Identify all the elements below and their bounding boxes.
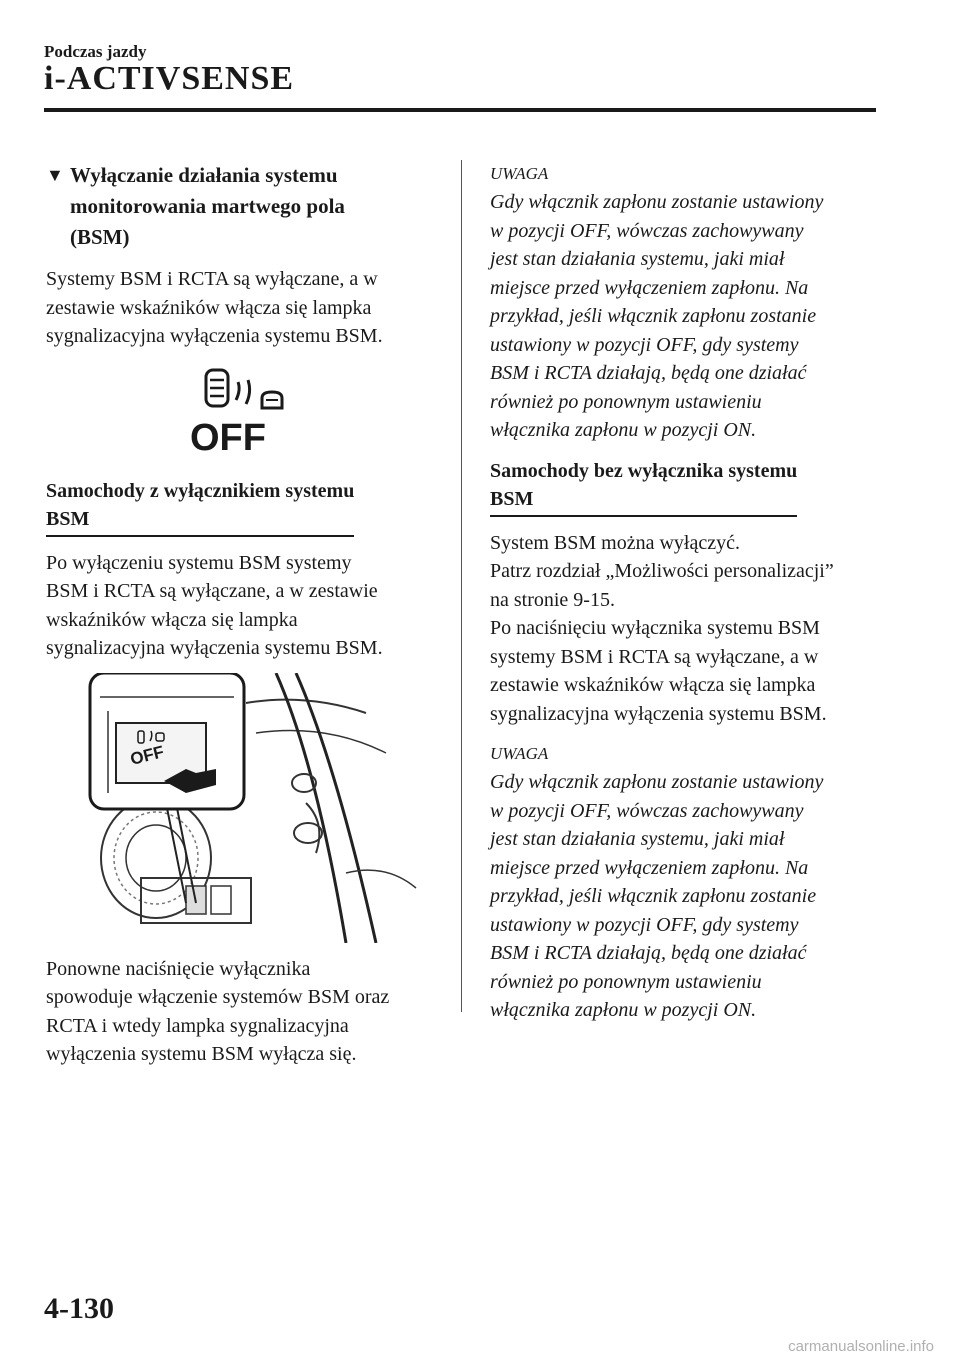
note-text: Gdy włącznik zapłonu zostanie ustawiony w pozycji OFF, wówczas zachowywany jest stan działania systemu, jaki miał miejsce przed wyłączeniem zapłonu. Na przykład, jeśli włącznik zapłonu zostanie ustawiony w pozycji OFF, gdy systemy BSM i RCTA działają, będą one działać również po ponownym ustawieniu włącznika zapłonu w pozycji ON. [490, 191, 824, 441]
indicator-off-label: OFF [190, 416, 266, 456]
watermark: carmanualsonline.info [788, 1338, 934, 1355]
header-rule [44, 108, 876, 112]
switch-paragraph: Po wyłączeniu systemu BSM systemy BSM i RCTA są wyłączane, a w zestawie wskaźników włącza się lampka sygnalizacyjna wyłączenia systemu BSM. [46, 551, 383, 659]
subheading-without-switch: Samochody bez wyłącznika systemu BSM [490, 457, 797, 517]
triangle-marker-icon: ▼ [46, 165, 64, 185]
no-switch-paragraph: System BSM można wyłączyć. Patrz rozdział „Możliwości personalizacji” na stronie 9-15. Po naciśnięciu wyłącznika systemu BSM systemy BSM i RCTA są wyłączane, a w zestawie wskaźników włącza się lampka sygnalizacyjna wyłączenia systemu BSM. [490, 531, 834, 725]
dashboard-illustration [46, 673, 446, 943]
page-title: i-ACTIVSENSE [44, 60, 295, 97]
note-label: UWAGA [490, 164, 549, 183]
right-column [490, 160, 870, 1025]
left-column [46, 160, 446, 1069]
bsm-off-indicator [46, 361, 446, 461]
switch-off-label: OFF [128, 741, 166, 769]
bsm-off-warning-icon [186, 366, 306, 456]
column-divider [461, 160, 462, 1012]
subheading-with-switch: Samochody z wyłącznikiem systemu BSM [46, 477, 354, 537]
intro-paragraph: Systemy BSM i RCTA są wyłączane, a w zestawie wskaźników włącza się lampka sygnalizacyjna wyłączenia systemu BSM. [46, 268, 383, 347]
page-number: 4-130 [44, 1292, 114, 1325]
re-press-paragraph: Ponowne naciśnięcie wyłącznika spowoduje włączenie systemów BSM oraz RCTA i wtedy lampka sygnalizacyjna wyłączenia systemu BSM wyłącza się. [46, 957, 390, 1065]
dashboard-bsm-off-switch-illustration [46, 673, 426, 943]
note-text: Gdy włącznik zapłonu zostanie ustawiony w pozycji OFF, wówczas zachowywany jest stan działania systemu, jaki miał miejsce przed wyłączeniem zapłonu. Na przykład, jeśli włącznik zapłonu zostanie ustawiony w pozycji OFF, gdy systemy BSM i RCTA działają, będą one działać również po ponownym ustawieniu włącznika zapłonu w pozycji ON. [490, 771, 824, 1021]
section-heading-text: Wyłączanie działania systemu monitorowania martwego pola (BSM) [70, 163, 345, 249]
section-heading [46, 160, 446, 253]
section-label: Podczas jazdy [44, 42, 147, 61]
note-label: UWAGA [490, 744, 549, 763]
